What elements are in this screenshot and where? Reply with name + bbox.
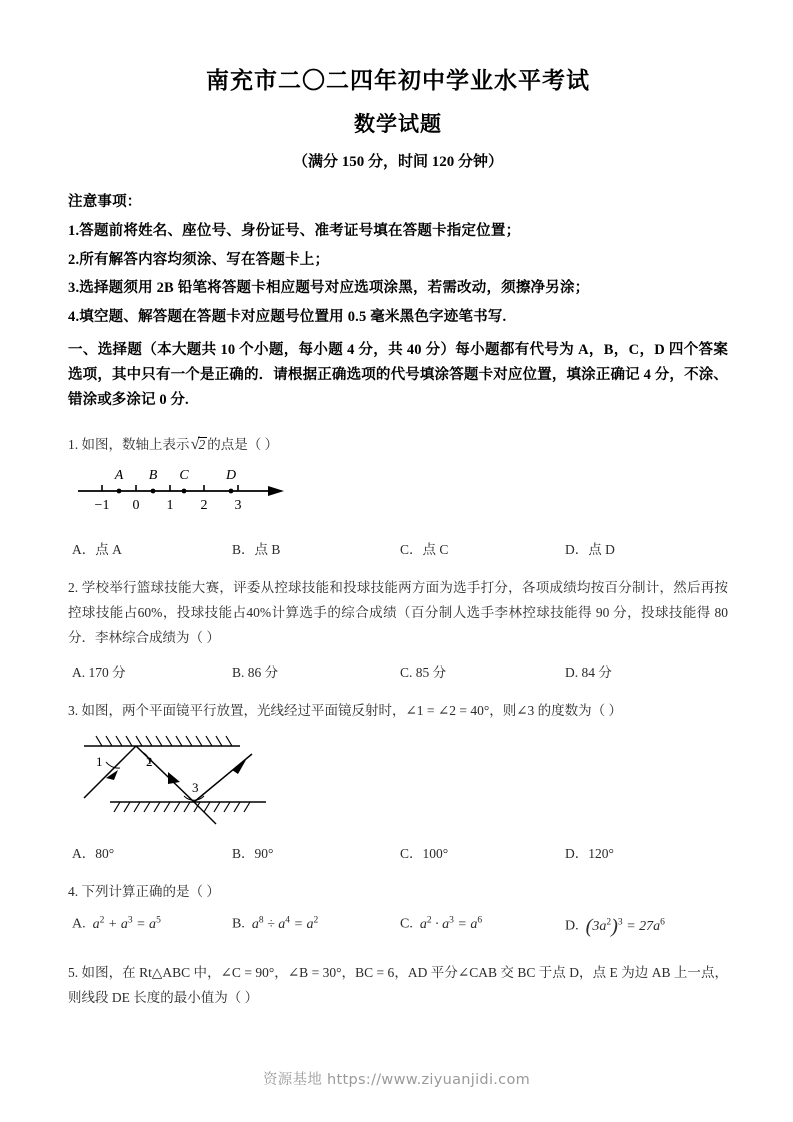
question-4-option-b-label: B. — [232, 916, 245, 932]
page-content — [68, 0, 728, 1011]
question-3-option-a[interactable]: A．80° — [72, 846, 115, 862]
ray-continuation — [194, 802, 216, 824]
question-4-option-d[interactable] — [565, 915, 665, 938]
page-subtitle: 数学试题 — [354, 110, 442, 136]
point-a-label: A — [114, 468, 124, 484]
point-a-dot — [117, 489, 122, 494]
question-2-number: 2. — [68, 580, 79, 596]
question-3-option-d[interactable]: D．120° — [565, 846, 614, 862]
number-line-figure — [72, 465, 728, 528]
question-4-options — [68, 915, 728, 945]
question-2-option-c[interactable]: C. 85 分 — [400, 665, 447, 681]
question-1-option-c[interactable]: C．点 C — [400, 542, 449, 558]
tick-label-2: 2 — [200, 498, 208, 514]
question-4-number: 4. — [68, 884, 79, 900]
question-3 — [68, 699, 728, 864]
question-2-option-d[interactable]: D. 84 分 — [565, 665, 612, 681]
top-mirror-hatching — [96, 736, 232, 746]
question-4 — [68, 880, 728, 945]
question-5 — [68, 961, 728, 1011]
point-c-dot — [182, 489, 187, 494]
question-4-option-d-label: D. — [565, 918, 579, 934]
score-time-line: （满分 150 分，时间 120 分钟） — [292, 154, 503, 171]
angle-3-label: 3 — [192, 780, 199, 796]
question-1-option-a[interactable]: A．点 A — [72, 542, 122, 558]
tick-label-0: 0 — [132, 498, 140, 514]
point-d-dot — [229, 489, 234, 494]
question-4-stem — [68, 880, 728, 905]
question-3-stem — [68, 699, 728, 724]
question-1 — [68, 429, 728, 560]
question-3-option-b[interactable]: B．90° — [232, 846, 274, 862]
notice-item-4: 4.填空题、解答题在答题卡对应题号位置用 0.5 毫米黑色字迹笔书写. — [68, 308, 507, 325]
question-4-option-b-expr: $a^8 \div a^4 = a^2$ — [248, 915, 319, 932]
page-title: 南充市二〇二四年初中学业水平考试 — [206, 67, 590, 94]
question-2-option-b[interactable]: B. 86 分 — [232, 665, 279, 681]
question-2-stem — [68, 576, 728, 651]
question-3-number: 3. — [68, 703, 79, 719]
watermark: 资源基地 https://www.ziyuanjidi.com — [262, 1072, 531, 1088]
question-4-option-c[interactable] — [400, 915, 482, 933]
notice-item-2: 2.所有解答内容均须涂、写在答题卡上； — [68, 251, 330, 268]
point-d-label: D — [225, 468, 237, 484]
tick-label-neg1: −1 — [94, 498, 110, 514]
question-5-stem — [68, 961, 728, 1011]
question-4-option-d-expr: $(3a^2)^3 = 27a^6$ — [585, 915, 665, 938]
question-4-option-a-expr: $a^2 + a^3 = a^5$ — [89, 915, 161, 932]
question-2-option-a[interactable]: A. 170 分 — [72, 665, 126, 681]
point-c-label: C — [179, 468, 189, 484]
reflected-ray-2 — [194, 754, 252, 802]
radicand: 2 — [198, 437, 206, 452]
question-2 — [68, 576, 728, 683]
angle-2-label: 2 — [146, 754, 153, 770]
angle-1-label: 1 — [96, 754, 103, 770]
point-b-dot — [151, 489, 156, 494]
tick-label-1: 1 — [166, 498, 174, 514]
reflected-ray-1-arrow — [168, 772, 180, 784]
tick-label-3: 3 — [234, 498, 242, 514]
point-b-label: B — [148, 468, 158, 484]
question-2-text: 学校举行篮球技能大赛，评委从控球技能和投球技能两方面为选手打分，各项成绩均按百分制计，然后再按控球技能占60%，投球技能占40%计算选手的综合成绩（百分制人选手李林控球技能得 90 分，投球技能得 80 分．李林综合成绩为（ ） — [68, 580, 729, 646]
parallel-mirrors-svg — [76, 732, 326, 827]
question-4-option-c-label: C. — [400, 916, 413, 932]
question-1-stem-post: 的点是（ ） — [207, 437, 279, 452]
radical-sign: √ — [190, 434, 200, 453]
number-line-svg — [72, 465, 302, 523]
question-1-option-d[interactable]: D．点 D — [565, 542, 615, 558]
question-4-option-c-expr: $a^2 \cdot a^3 = a^6$ — [416, 915, 483, 932]
question-5-text: 如图，在 Rt△ABC 中，∠C = 90°，∠B = 30°，BC = 6，AD 平分∠CAB 交 BC 于点 D，点 E 为边 AB 上一点，则线段 DE 长度的最小值为（ ） — [68, 965, 729, 1006]
notice-heading: 注意事项： — [68, 193, 142, 210]
question-4-text: 下列计算正确的是（ ） — [81, 884, 220, 900]
question-1-stem — [68, 429, 728, 459]
incident-ray — [84, 746, 136, 798]
notice-block — [68, 195, 728, 325]
question-4-option-a-label: A. — [72, 916, 86, 932]
parallel-mirrors-figure — [76, 732, 728, 832]
question-4-option-a[interactable] — [72, 915, 161, 933]
reflected-ray-1 — [136, 746, 194, 802]
question-3-options — [68, 842, 728, 864]
axis-arrow — [268, 486, 284, 496]
notice-item-1: 1.答题前将姓名、座位号、身份证号、准考证号填在答题卡指定位置； — [68, 223, 521, 240]
bottom-mirror-hatching — [114, 802, 250, 812]
question-5-number: 5. — [68, 965, 79, 981]
question-2-options — [68, 661, 728, 683]
question-1-number: 1. — [68, 437, 79, 452]
question-4-option-b[interactable] — [232, 915, 318, 933]
reflected-ray-2-arrow — [232, 760, 246, 774]
question-1-options — [68, 538, 728, 560]
sqrt-expression — [190, 429, 208, 459]
section-one-heading: 一、选择题（本大题共 10 个小题，每小题 4 分，共 40 分）每小题都有代号为 A，B，C，D 四个答案选项，其中只有一个是正确的．请根据正确选项的代号填涂答题卡对应位置，填涂正确记 4 分，不涂、错涂或多涂记 0 分. — [68, 342, 728, 409]
question-1-stem-pre: 如图，数轴上表示 — [81, 437, 190, 452]
question-1-option-b[interactable]: B．点 B — [232, 542, 281, 558]
notice-item-3: 3.选择题须用 2B 铅笔将答题卡相应题号对应选项涂黑，若需改动，须擦净另涂； — [68, 280, 590, 297]
question-3-option-c[interactable]: C．100° — [400, 846, 449, 862]
question-3-text: 如图，两个平面镜平行放置，光线经过平面镜反射时，∠1 = ∠2 = 40°，则∠3 的度数为（ ） — [81, 703, 623, 719]
